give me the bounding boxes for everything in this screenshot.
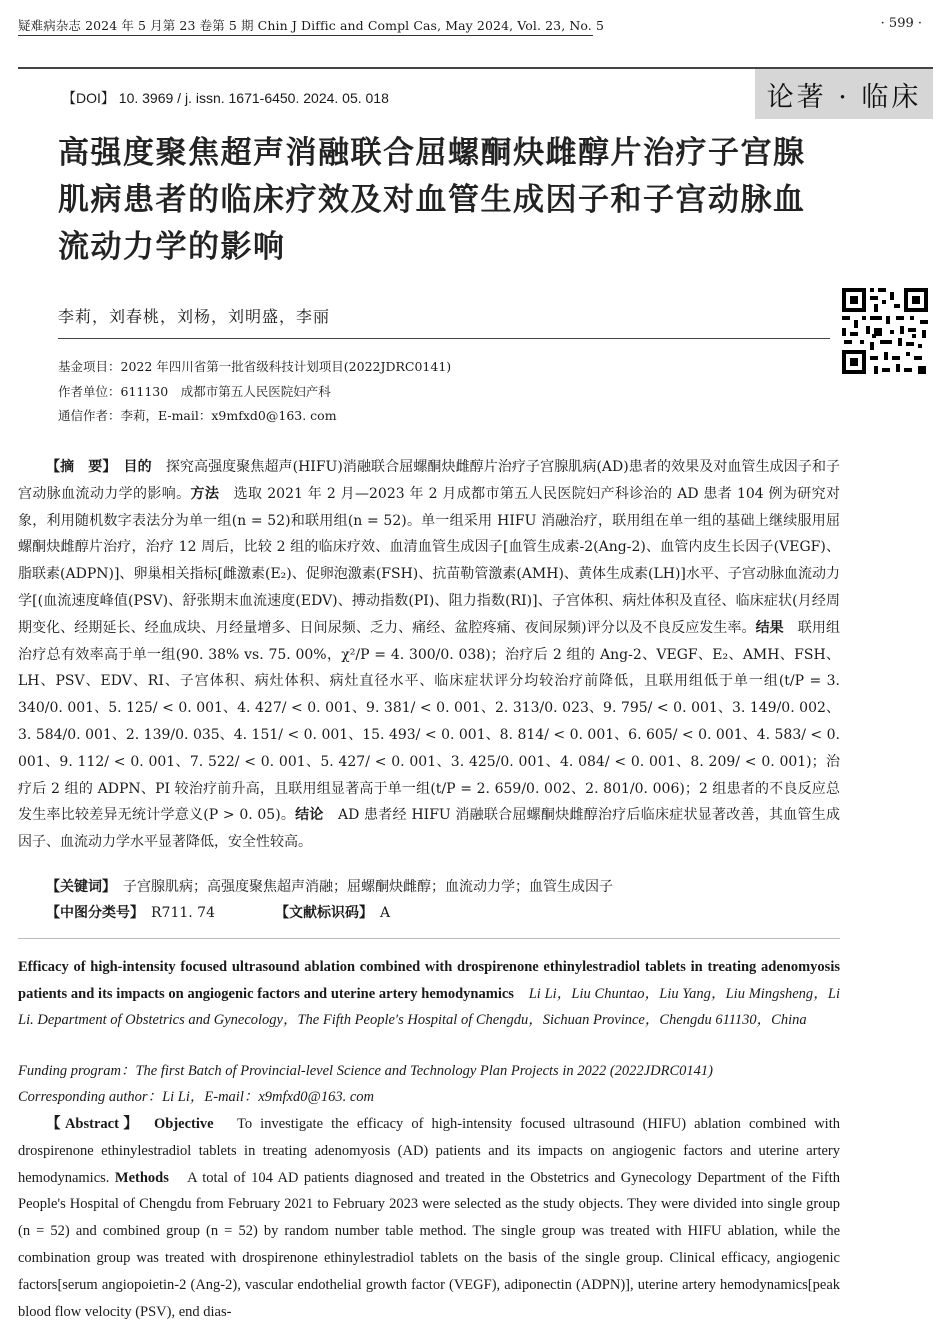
en-methods: A total of 104 AD patients diagnosed and treated in the Obstetrics and Gynecology Department of the Fifth People's Hospital of Chengdu from February 2021 to February 2023 were selected as the study objects. They were divided into single group (n = 52) and combined group (n = 52) by random number table method. The single group was treated with HIFU ablation, while the combination group was treated with drospirenone ethinylestradiol tablets on the basis of the single group. Clinical efficacy, angiogenic factors[serum angiopoietin-2 (Ang-2), vascular endothelial growth factor (VEGF), adiponectin (ADPN)], uterine artery hemodynamics[peak blood flow velocity (PSV), end dias- (18, 1169, 841, 1320)
column-tag: 论著 · 临床 (755, 69, 933, 119)
clc-label: 【中图分类号】 (46, 905, 137, 921)
en-objective: To investigate the efficacy of high-intensity focused ultrasound (HIFU) ablation combined with drospirenone ethinylestradiol tablets in treating adenomyosis (AD) patients and its impacts on angiogenic factors and uterine artery hemodynamics. (18, 1116, 840, 1186)
funding-info: 基金项目：2022 年四川省第一批省级科技计划项目(2022JDRC0141) (58, 359, 452, 374)
en-abstract (18, 1111, 840, 1325)
cn-methods-label: 方法 (190, 485, 220, 502)
en-authors-affiliation: Li Li，Liu Chuntao，Liu Yang，Liu Mingsheng，Li Li. Department of Obstetrics and Gynecology，The Fifth People′s Hospital of Chengdu，Sichuan Province，Chengdu 611130，China (18, 985, 841, 1028)
article-title: 高强度聚焦超声消融联合屈螺酮炔雌醇片治疗子宫腺肌病患者的临床疗效及对血管生成因子和子宫动脉血流动力学的影响 (58, 135, 806, 265)
cn-conclusion-label: 结论 (295, 807, 324, 824)
en-corr-label: Corresponding author： (18, 1089, 163, 1105)
doi-value[interactable]: 10. 3969 / j. issn. 1671-6450. 2024. 05. 018 (118, 90, 389, 106)
en-abstract-label: 【Abstract】 (46, 1116, 136, 1132)
doc-code-label: 【文献标识码】 (274, 905, 366, 921)
keywords-label: 【关键词】 (46, 879, 109, 895)
en-title: Efficacy of high-intensity focused ultrasound ablation combined with drospirenone ethinylestradiol tablets in treating adenomyosis patients and its impacts on angiogenic factors and uterine artery hemodynamics (18, 959, 840, 1002)
keywords-row (46, 876, 613, 896)
cn-abstract (18, 454, 840, 856)
cn-objective: 探究高强度聚焦超声(HIFU)消融联合屈螺酮炔雌醇片治疗子宫腺肌病(AD)患者的效果及对血管生成因子和子宫动脉血流动力学的影响。 (18, 459, 841, 502)
cn-results: 联用组治疗总有效率高于单一组(90. 38% vs. 75. 00%，χ²/P = 4. 300/0. 038)；治疗后 2 组的 Ang-2、VEGF、E₂、AMH、FSH、LH、PSV、EDV、RI、子宫体积、病灶体积、病灶直径水平、临床症状评分均较治疗前降低，且联用组低于单一组(t/P = 3. 340/0. 001、5. 125/ < 0. 001、4. 427/ < 0. 001、9. 381/ < 0. 001、2. 313/0. 023、9. 795/ < 0. 001、3. 149/0. 002、3. 584/0. 001、2. 139/0. 035、4. 151/ < 0. 001、15. 493/ < 0. 001、8. 814/ < 0. 001、6. 605/ < 0. 001、4. 583/ < 0. 001、9. 112/ < 0. 001、7. 522/ < 0. 001、5. 427/ < 0. 001、3. 425/0. 001、4. 084/ < 0. 001、8. 209/ < 0. 001)；治疗后 2 组的 ADPN、PI 较治疗前升高，且联用组显著高于单一组(t/P = 2. 659/0. 002、2. 801/0. 006)；2 组患者的不良反应总发生率比较差异无统计学意义(P > 0. 05)。 (18, 619, 840, 824)
affiliation-info: 作者单位：611130 成都市第五人民医院妇产科 (58, 384, 331, 399)
en-methods-label: Methods (114, 1169, 169, 1186)
page-number: · 599 · (880, 16, 922, 31)
keywords-value: 子宫腺肌病；高强度聚焦超声消融；屈螺酮炔雌醇；血流动力学；血管生成因子 (123, 879, 613, 895)
classification-row (46, 902, 390, 922)
en-title-block (18, 954, 840, 1034)
en-funding-value: The first Batch of Provincial-level Science and Technology Plan Projects in 2022 (2022JDRC0141) (135, 1063, 713, 1079)
en-corr-value: Li Li，E-mail：x9mfxd0@163. com (162, 1089, 374, 1105)
author-list: 李莉，刘春桃，刘杨，刘明盛，李丽 (58, 307, 331, 326)
qr-code-icon[interactable] (840, 286, 930, 376)
en-objective-label: Objective (154, 1116, 214, 1132)
en-corresponding (18, 1085, 840, 1110)
running-header: 疑难病杂志 2024 年 5 月第 23 卷第 5 期 Chin J Diffic and Compl Cas, May 2024, Vol. 23, No. 5 (18, 18, 605, 33)
doi-line (62, 88, 389, 108)
cn-methods: 选取 2021 年 2 月—2023 年 2 月成都市第五人民医院妇产科诊治的 AD 患者 104 例为研究对象，利用随机数字表法分为单一组(n = 52)和联用组(n = 52)。单一组采用 HIFU 消融治疗，联用组在单一组的基础上继续服用屈螺酮炔雌醇片治疗，治疗 12 周后，比较 2 组的临床疗效、血清血管生成因子[血管生成素-2(Ang-2)、血管内皮生长因子(VEGF)、脂联素(ADPN)]、卵巢相关指标[雌激素(E₂)、促卵泡激素(FSH)、抗苗勒管激素(AMH)、黄体生成素(LH)]水平、子宫动脉血流动力学[(血流速度峰值(PSV)、舒张期末血流速度(EDV)、搏动指数(PI)、阻力指数(RI)]、子宫体积、病灶体积及直径、临床症状(月经周期变化、经期延长、经血成块、月经量增多、日间尿频、乏力、痛经、盆腔疼痛、夜间尿频)评分以及不良反应发生率。 (18, 485, 841, 636)
header-rule (18, 35, 593, 36)
cn-abstract-label: 【摘 要】 (46, 459, 110, 475)
meta-rule (58, 338, 830, 339)
en-funding-label: Funding program： (18, 1063, 136, 1079)
cn-objective-label: 目的 (123, 459, 152, 475)
clc-value: R711. 74 (151, 905, 215, 921)
correspondence-info: 通信作者：李莉，E-mail：x9mfxd0@163. com (58, 408, 337, 423)
section-separator (18, 938, 840, 939)
cn-results-label: 结果 (755, 619, 784, 636)
en-funding (18, 1059, 840, 1084)
doi-label: 【DOI】 (62, 90, 115, 106)
doc-code-value: A (379, 905, 391, 921)
cn-conclusion: AD 患者经 HIFU 消融联合屈螺酮炔雌醇治疗后临床症状显著改善，其血管生成因子、血流动力学水平显著降低，安全性较高。 (18, 807, 841, 851)
